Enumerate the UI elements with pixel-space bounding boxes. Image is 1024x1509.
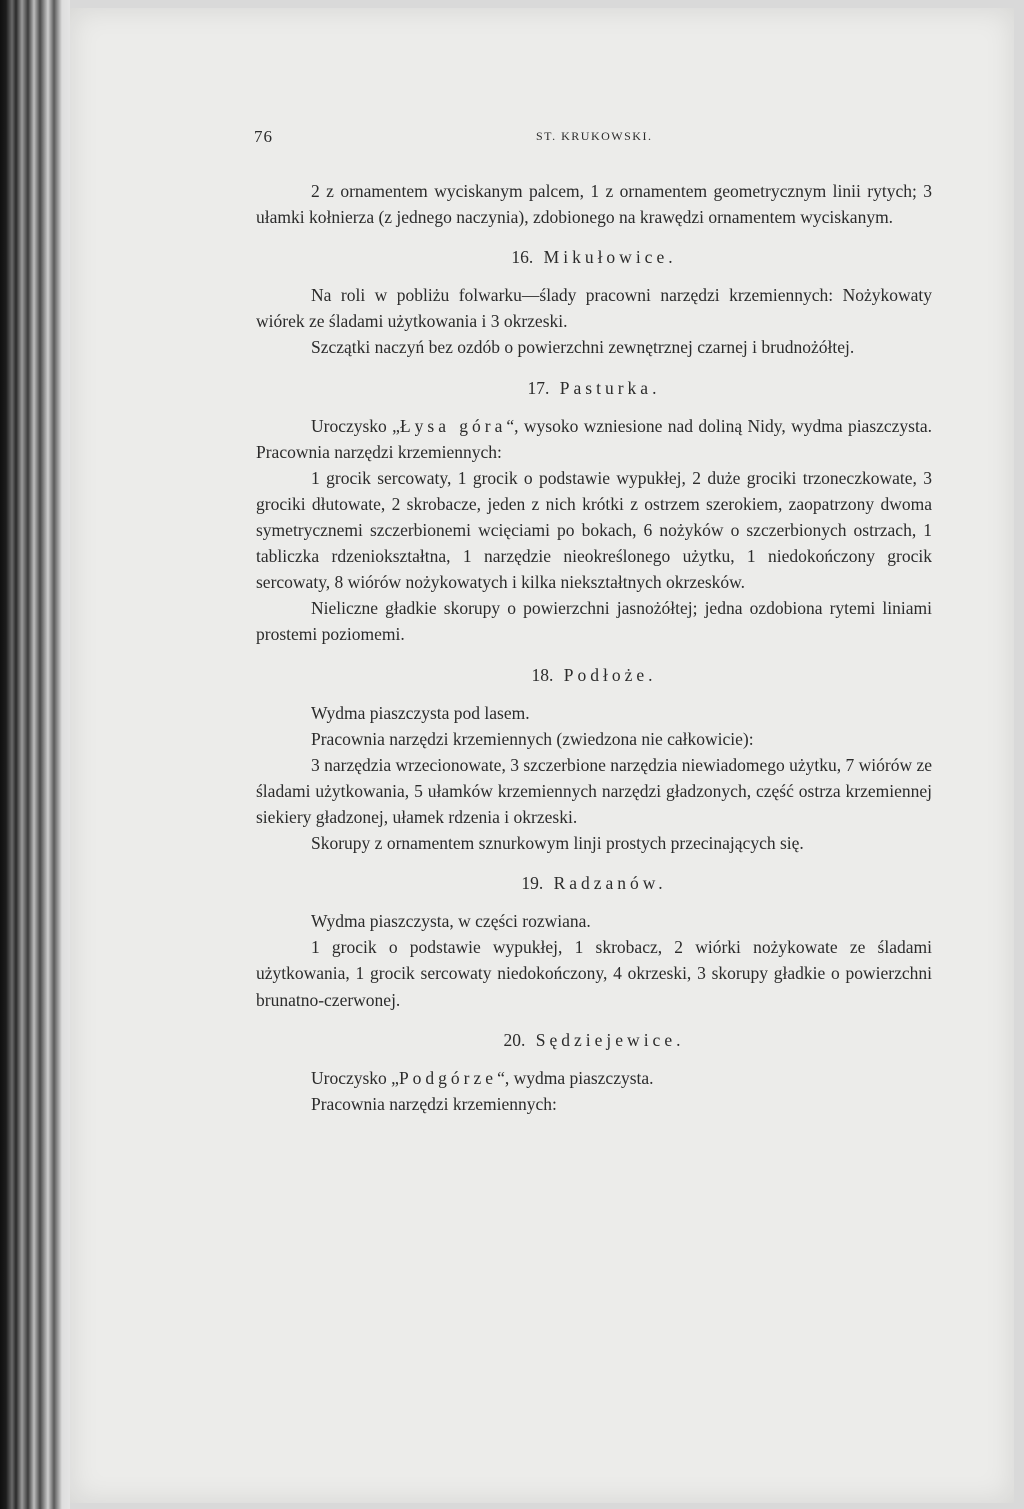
text-run: “, wysoko wzniesione nad doliną Nidy, wydma piaszczysta. Pracownia narzędzi krzemiennych: <box>256 415 932 462</box>
section-number: 19. <box>521 873 544 894</box>
page-body <box>256 178 932 1117</box>
place-name: Podgórze <box>398 1067 498 1088</box>
section-heading-19 <box>256 870 932 896</box>
section-number: 16. <box>511 247 534 268</box>
paragraph: 1 grocik o podstawie wypukłej, 1 skrobacz, 2 wiórki nożykowate ze śladami użytkowania, 1 grocik sercowaty niedokończony, 4 okrzeski, 3 skorupy gładkie o powierzchni brunatno-czerwonej. <box>256 937 932 1010</box>
section-number: 20. <box>503 1029 526 1050</box>
page-number: 76 <box>254 127 273 146</box>
text-run: “, wydma piaszczysta. <box>497 1067 654 1088</box>
section-name: Sędziejewice. <box>535 1029 685 1050</box>
section-heading-17 <box>256 375 932 401</box>
running-head: ST. KRUKOWSKI. <box>536 129 653 143</box>
section-name: Podłoże. <box>563 664 657 685</box>
book-binding-edge <box>0 0 70 1509</box>
paragraph: Wydma piaszczysta, w części rozwiana. <box>311 911 591 932</box>
paragraph <box>256 413 932 465</box>
paragraph: Wydma piaszczysta pod lasem. <box>311 702 530 723</box>
section-name: Mikułowice. <box>543 247 677 268</box>
paragraph: Szczątki naczyń bez ozdób o powierzchni zewnętrznej czarnej i brudnożółtej. <box>311 337 855 358</box>
section-number: 18. <box>531 664 554 685</box>
paragraph-continuation: 2 z ornamentem wyciskanym palcem, 1 z ornamentem geometrycznym linii rytych; 3 ułamki kołnierza (z jednego naczynia), zdobionego na krawędzi ornamentem wyciskanym. <box>256 181 932 228</box>
section-name: Radzanów. <box>553 873 667 894</box>
page-header <box>254 127 934 151</box>
paragraph: Nieliczne gładkie skorupy o powierzchni jasnożółtej; jedna ozdobiona rytemi liniami prostemi poziomemi. <box>256 598 932 645</box>
section-name: Pasturka. <box>559 377 661 398</box>
paragraph: 3 narzędzia wrzecionowate, 3 szczerbione narzędzia niewiadomego użytku, 7 wiórów ze śladami użytkowania, 5 ułamków krzemiennych narzędzi gładzonych, część ostrza krzemiennej siekiery gładzonej, ułamek rdzenia i okrzeski. <box>256 754 932 827</box>
text-run: Uroczysko „ <box>311 1067 399 1088</box>
paragraph <box>256 1065 932 1091</box>
paragraph: Na roli w pobliżu folwarku—ślady pracowni narzędzi krzemiennych: Nożykowaty wiórek ze śladami użytkowania i 3 okrzeski. <box>256 285 932 332</box>
paragraph: Pracownia narzędzi krzemiennych: <box>311 1093 557 1114</box>
paragraph: Skorupy z ornamentem sznurkowym linji prostych przecinających się. <box>311 833 804 854</box>
place-name: Łysa góra <box>399 415 507 436</box>
text-run: Uroczysko „ <box>311 415 400 436</box>
paragraph: Pracownia narzędzi krzemiennych (zwiedzona nie całkowicie): <box>311 728 754 749</box>
section-number: 17. <box>527 377 550 398</box>
section-heading-20 <box>256 1027 932 1053</box>
paragraph: 1 grocik sercowaty, 1 grocik o podstawie wypukłej, 2 duże grociki trzoneczkowate, 3 grociki dłutowate, 2 skrobacze, jeden z nich krótki z ostrzem szerokiem, zaopatrzony dwoma symetrycznemi szczerbionemi wcięciami po bokach, 6 nożyków o szczerbionych ostrzach, 1 tabliczka rdzeniokształtna, 1 narzędzie nieokreślonego użytku, 1 niedokończony grocik sercowaty, 8 wiórów nożykowatych i kilka niekształtnych okrzesków. <box>256 467 932 593</box>
section-heading-18 <box>256 662 932 688</box>
section-heading-16 <box>256 244 932 270</box>
